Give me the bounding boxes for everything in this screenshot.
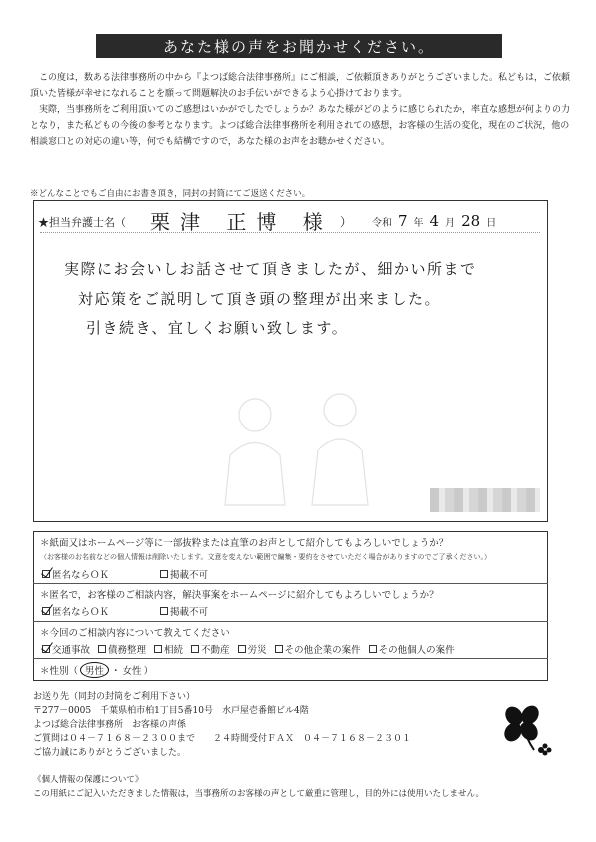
checkbox[interactable]: [369, 645, 377, 653]
checkbox[interactable]: [238, 645, 246, 653]
option-no-publish[interactable]: [160, 567, 208, 581]
checkbox[interactable]: [160, 607, 168, 615]
checkbox-checked[interactable]: [42, 607, 50, 615]
lawyer-paren-close: ）: [340, 215, 353, 229]
option-debt[interactable]: [98, 642, 146, 656]
option-label: その他個人の案件: [378, 645, 455, 656]
gender-separator: ・: [111, 666, 121, 677]
month-unit: 月: [445, 218, 456, 229]
handwritten-line: 実際にお会いしお話させて頂きましたが、細かい所まで: [64, 260, 477, 278]
era-label: 令和: [372, 218, 392, 229]
background-watermark-figures: [210, 380, 385, 510]
mailing-office: よつば総合法律事務所 お客様の声係: [33, 720, 187, 730]
underline: [40, 232, 540, 233]
checkbox[interactable]: [160, 570, 168, 578]
option-other-corporate[interactable]: [275, 642, 361, 656]
intro-text: [30, 70, 575, 150]
gender-female[interactable]: 女性: [122, 666, 142, 677]
option-label: 相続: [164, 645, 184, 656]
date-field: [372, 212, 496, 230]
option-inheritance[interactable]: [154, 642, 183, 656]
option-labor-accident[interactable]: [238, 642, 267, 656]
privacy-text: この用紙にご記入いただきました情報は，当事務所のお客様の声として厳重に管理し，目的外には使用いたしません。: [33, 789, 485, 799]
checkbox[interactable]: [154, 645, 162, 653]
option-label: 債務整理: [108, 645, 147, 656]
divider: [33, 583, 548, 584]
option-label: 掲載不可: [170, 570, 209, 581]
option-traffic-accident[interactable]: [42, 642, 90, 656]
option-label: 労災: [247, 645, 267, 656]
page-title: あなた様の声をお聞かせください。: [96, 34, 502, 58]
divider: [33, 658, 548, 659]
mailing-address: 〒277－0005 千葉県柏市柏1丁目5番10号 水戸屋壱番館ビル4階: [33, 706, 309, 716]
privacy-title: 《個人情報の保護について》: [33, 775, 144, 785]
checkbox-checked[interactable]: [42, 570, 50, 578]
question-publish: ＊紙面又はホームページ等に一部抜粋または直筆のお声として紹介してもよろしいでしょうか？: [40, 538, 449, 549]
question-consultation-type: ＊今回のご相談内容について教えてください: [40, 628, 230, 639]
intro-paragraph-2: 実際，当事務所をご利用頂いてのご感想はいかがでしたでしょうか？あなた様がどのように感じられたか，率直な感想が何よりの力となり，また私どもの今後の参考となります。よつば総合法律事務所を利用されての感想，お客様の生活の変化，現在のご状況，他の相談窓口との対応の違い等，何でも結構ですので，あなた様のお声をお聴かせください。: [30, 105, 571, 147]
lawyer-label: ★担当弁護士名（: [38, 216, 126, 229]
clover-icon: [496, 700, 552, 758]
lawyer-name-handwritten: 栗津 正博 様: [150, 210, 333, 234]
mailing-info: [33, 690, 411, 760]
month-value: 4: [429, 212, 440, 230]
privacy-notice: [33, 773, 484, 801]
redacted-signature: [430, 488, 540, 512]
thanks-text: ご協力誠にありがとうございました。: [33, 748, 187, 758]
year-unit: 年: [413, 218, 424, 229]
option-label: 交通事故: [52, 645, 91, 656]
option-real-estate[interactable]: [191, 642, 230, 656]
gender-field: [40, 662, 153, 678]
question-publish-note: （お客様のお名前などの個人情報は削除いたします。文意を変えない範囲で編集・要約をさせていただく場合がありますのでご了承ください。）: [40, 553, 491, 561]
handwritten-line: 対応策をご説明して頂き頭の整理が出来ました。: [78, 290, 442, 308]
instruction-note: ※どんなことでもご自由にお書き頂き，同封の封筒にてご返送ください。: [30, 189, 311, 199]
option-label: 掲載不可: [170, 607, 209, 618]
checkbox[interactable]: [98, 645, 106, 653]
day-unit: 日: [486, 218, 497, 229]
option-label: 匿名ならＯＫ: [52, 607, 110, 618]
option-label: 不動産: [201, 645, 230, 656]
day-value: 28: [461, 212, 481, 230]
option-anonymous-ok[interactable]: [42, 567, 109, 581]
option-label: 匿名ならＯＫ: [52, 570, 110, 581]
checkbox[interactable]: [275, 645, 283, 653]
option-no-publish[interactable]: [160, 604, 208, 618]
contact-numbers: ご質問は０４－７１６８－２３００まで ２４時間受付ＦＡＸ ０４－７１６８－２３０１: [33, 734, 412, 744]
option-anonymous-ok[interactable]: [42, 604, 109, 618]
gender-label: ＊性別（: [40, 666, 79, 677]
year-value: 7: [398, 212, 408, 230]
checkbox[interactable]: [191, 645, 199, 653]
option-label: その他企業の案件: [284, 645, 361, 656]
checkbox-checked[interactable]: [42, 645, 50, 653]
option-other-personal[interactable]: [369, 642, 455, 656]
intro-paragraph-1: この度は，数ある法律事務所の中から『よつば総合法律事務所』にご相談，ご依頼頂きありがとうございました。私どもは，ご依頼頂いた皆様が幸せになれることを願って問題解決のお手伝いができるよう心掛けております。: [30, 73, 571, 99]
gender-male-selected[interactable]: 男性: [80, 662, 109, 678]
gender-paren-close: ）: [143, 666, 154, 677]
question-case-publish: ＊匿名で，お客様のご相談内容，解決事案をホームページに紹介してもよろしいでしょうか？: [40, 590, 439, 601]
consultation-options: [42, 642, 455, 656]
divider: [33, 621, 548, 622]
mailing-title: お送り先（同封の封筒をご利用下さい）: [33, 692, 196, 702]
handwritten-line: 引き続き、宜しくお願い致します。: [86, 319, 349, 337]
